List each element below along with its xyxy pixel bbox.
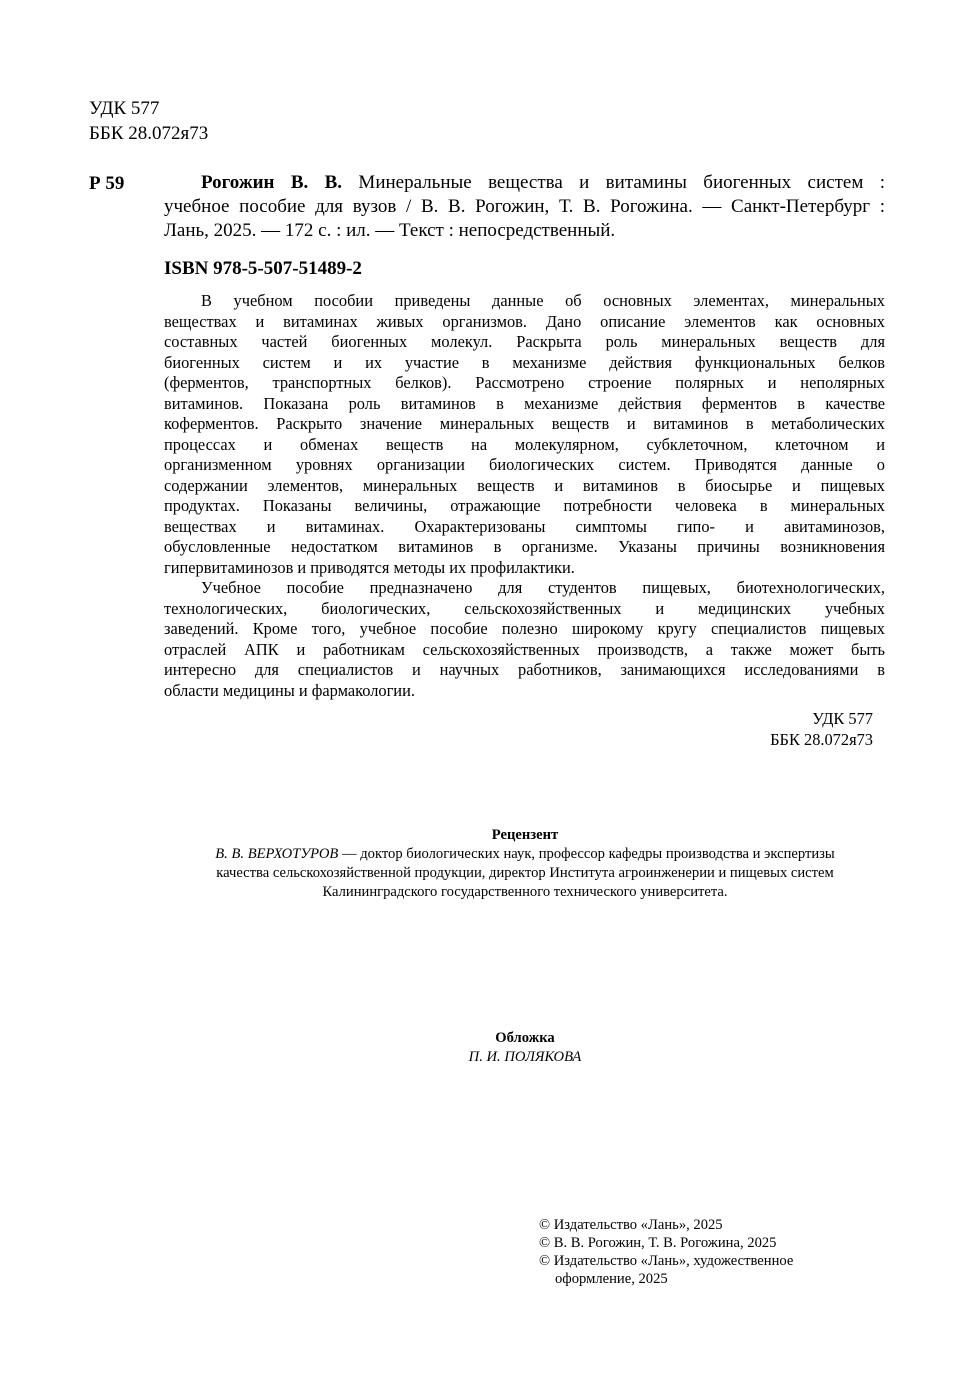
abstract-line: технологических, биологических, сельскохозяйственных и медицинских учебных <box>164 598 885 618</box>
abstract-line: процессах и обменах веществ на молекулярном, субклеточном, клеточном и <box>164 434 885 454</box>
bbk-code: ББК 28.072я73 <box>89 123 209 144</box>
udk-code: УДК 577 <box>812 709 873 728</box>
bib-title: Минеральные вещества и витамины биогенных систем : <box>342 172 885 193</box>
abstract-line: составных частей биогенных молекул. Раскрыта роль минеральных веществ для <box>164 332 885 351</box>
copyright-line: © В. В. Рогожин, Т. В. Рогожина, 2025 <box>539 1235 777 1251</box>
abstract-line: продуктах. Показаны величины, отражающие потребности человека в минеральных <box>164 496 885 515</box>
copyright-line: © Издательство «Лань», художественное <box>539 1253 794 1269</box>
bib-line-1 <box>164 171 885 195</box>
abstract-line: биогенных систем и их участие в механизме действия функциональных белков <box>164 352 885 372</box>
abstract-line: веществах и витаминах живых организмов. Дано описание элементов как основных <box>164 311 885 331</box>
classification-codes-top <box>89 96 208 146</box>
abstract-line: обусловленные недостатком витаминов в организме. Указаны причины возникновения <box>164 537 885 556</box>
abstract-line: В учебном пособии приведены данные об основных элементах, минеральных <box>201 291 885 310</box>
bib-author: Рогожин В. В. <box>201 172 343 193</box>
reviewer-line-3: Калининградского государственного технического университета. <box>322 884 728 900</box>
udk-code: УДК 577 <box>89 98 160 119</box>
bibliographic-description <box>164 171 885 243</box>
abstract-line: области медицины и фармакологии. <box>164 680 415 700</box>
copyright-line: оформление, 2025 <box>555 1271 668 1287</box>
bib-line-2: учебное пособие для вузов / В. В. Рогожин, Т. В. Рогожина. — Санкт-Петербург : <box>164 196 885 217</box>
abstract-line: гипервитаминозов и приводятся методы их профилактики. <box>164 557 575 577</box>
cover-credit-block <box>150 1029 900 1067</box>
abstract-line: веществах и витаминах. Охарактеризованы симптомы гипо- и авитаминозов, <box>164 516 885 536</box>
cover-heading: Обложка <box>495 1030 555 1046</box>
abstract-line: витаминов. Показана роль витаминов в механизме действия ферментов в качестве <box>164 393 885 413</box>
abstract-line: организменном уровнях организации биологических систем. Приводятся данные о <box>164 455 885 474</box>
bib-line-3: Лань, 2025. — 172 с. : ил. — Текст : непосредственный. <box>164 220 616 241</box>
reviewer-line-2: качества сельскохозяйственной продукции, директор Института агроинженерии и пищевых систем <box>216 865 834 881</box>
reviewer-title: — доктор биологических наук, профессор кафедры производства и экспертизы <box>338 846 835 862</box>
abstract-line: интересно для специалистов и научных работников, занимающихся исследованиями в <box>164 660 885 679</box>
cover-designer: П. И. ПОЛЯКОВА <box>468 1049 582 1065</box>
reviewer-heading: Рецензент <box>491 827 559 843</box>
abstract-line: заведений. Кроме того, учебное пособие полезно широкому кругу специалистов пищевых <box>164 619 885 638</box>
abstract-line: содержании элементов, минеральных веществ и витаминов в биосырье и пищевых <box>164 475 885 495</box>
abstract <box>164 291 885 701</box>
abstract-line: (ферментов, транспортных белков). Рассмотрено строение полярных и неполярных <box>164 373 885 392</box>
copyright-block <box>539 1216 793 1288</box>
reviewer-name: В. В. ВЕРХОТУРОВ <box>215 846 339 862</box>
reviewer-line-1 <box>150 845 900 864</box>
classification-codes-bottom <box>770 708 873 750</box>
abstract-line: коферментов. Раскрыто значение минеральных веществ и витаминов в метаболических <box>164 414 885 433</box>
abstract-line: отраслей АПК и работникам сельскохозяйственных производств, а также может быть <box>164 639 885 659</box>
bbk-code: ББК 28.072я73 <box>770 730 873 749</box>
copyright-line: © Издательство «Лань», 2025 <box>539 1217 723 1233</box>
isbn: ISBN 978-5-507-51489-2 <box>164 258 362 279</box>
author-sign: Р 59 <box>89 173 125 194</box>
reviewer-block <box>150 826 900 902</box>
abstract-line: Учебное пособие предназначено для студентов пищевых, биотехнологических, <box>201 578 885 597</box>
